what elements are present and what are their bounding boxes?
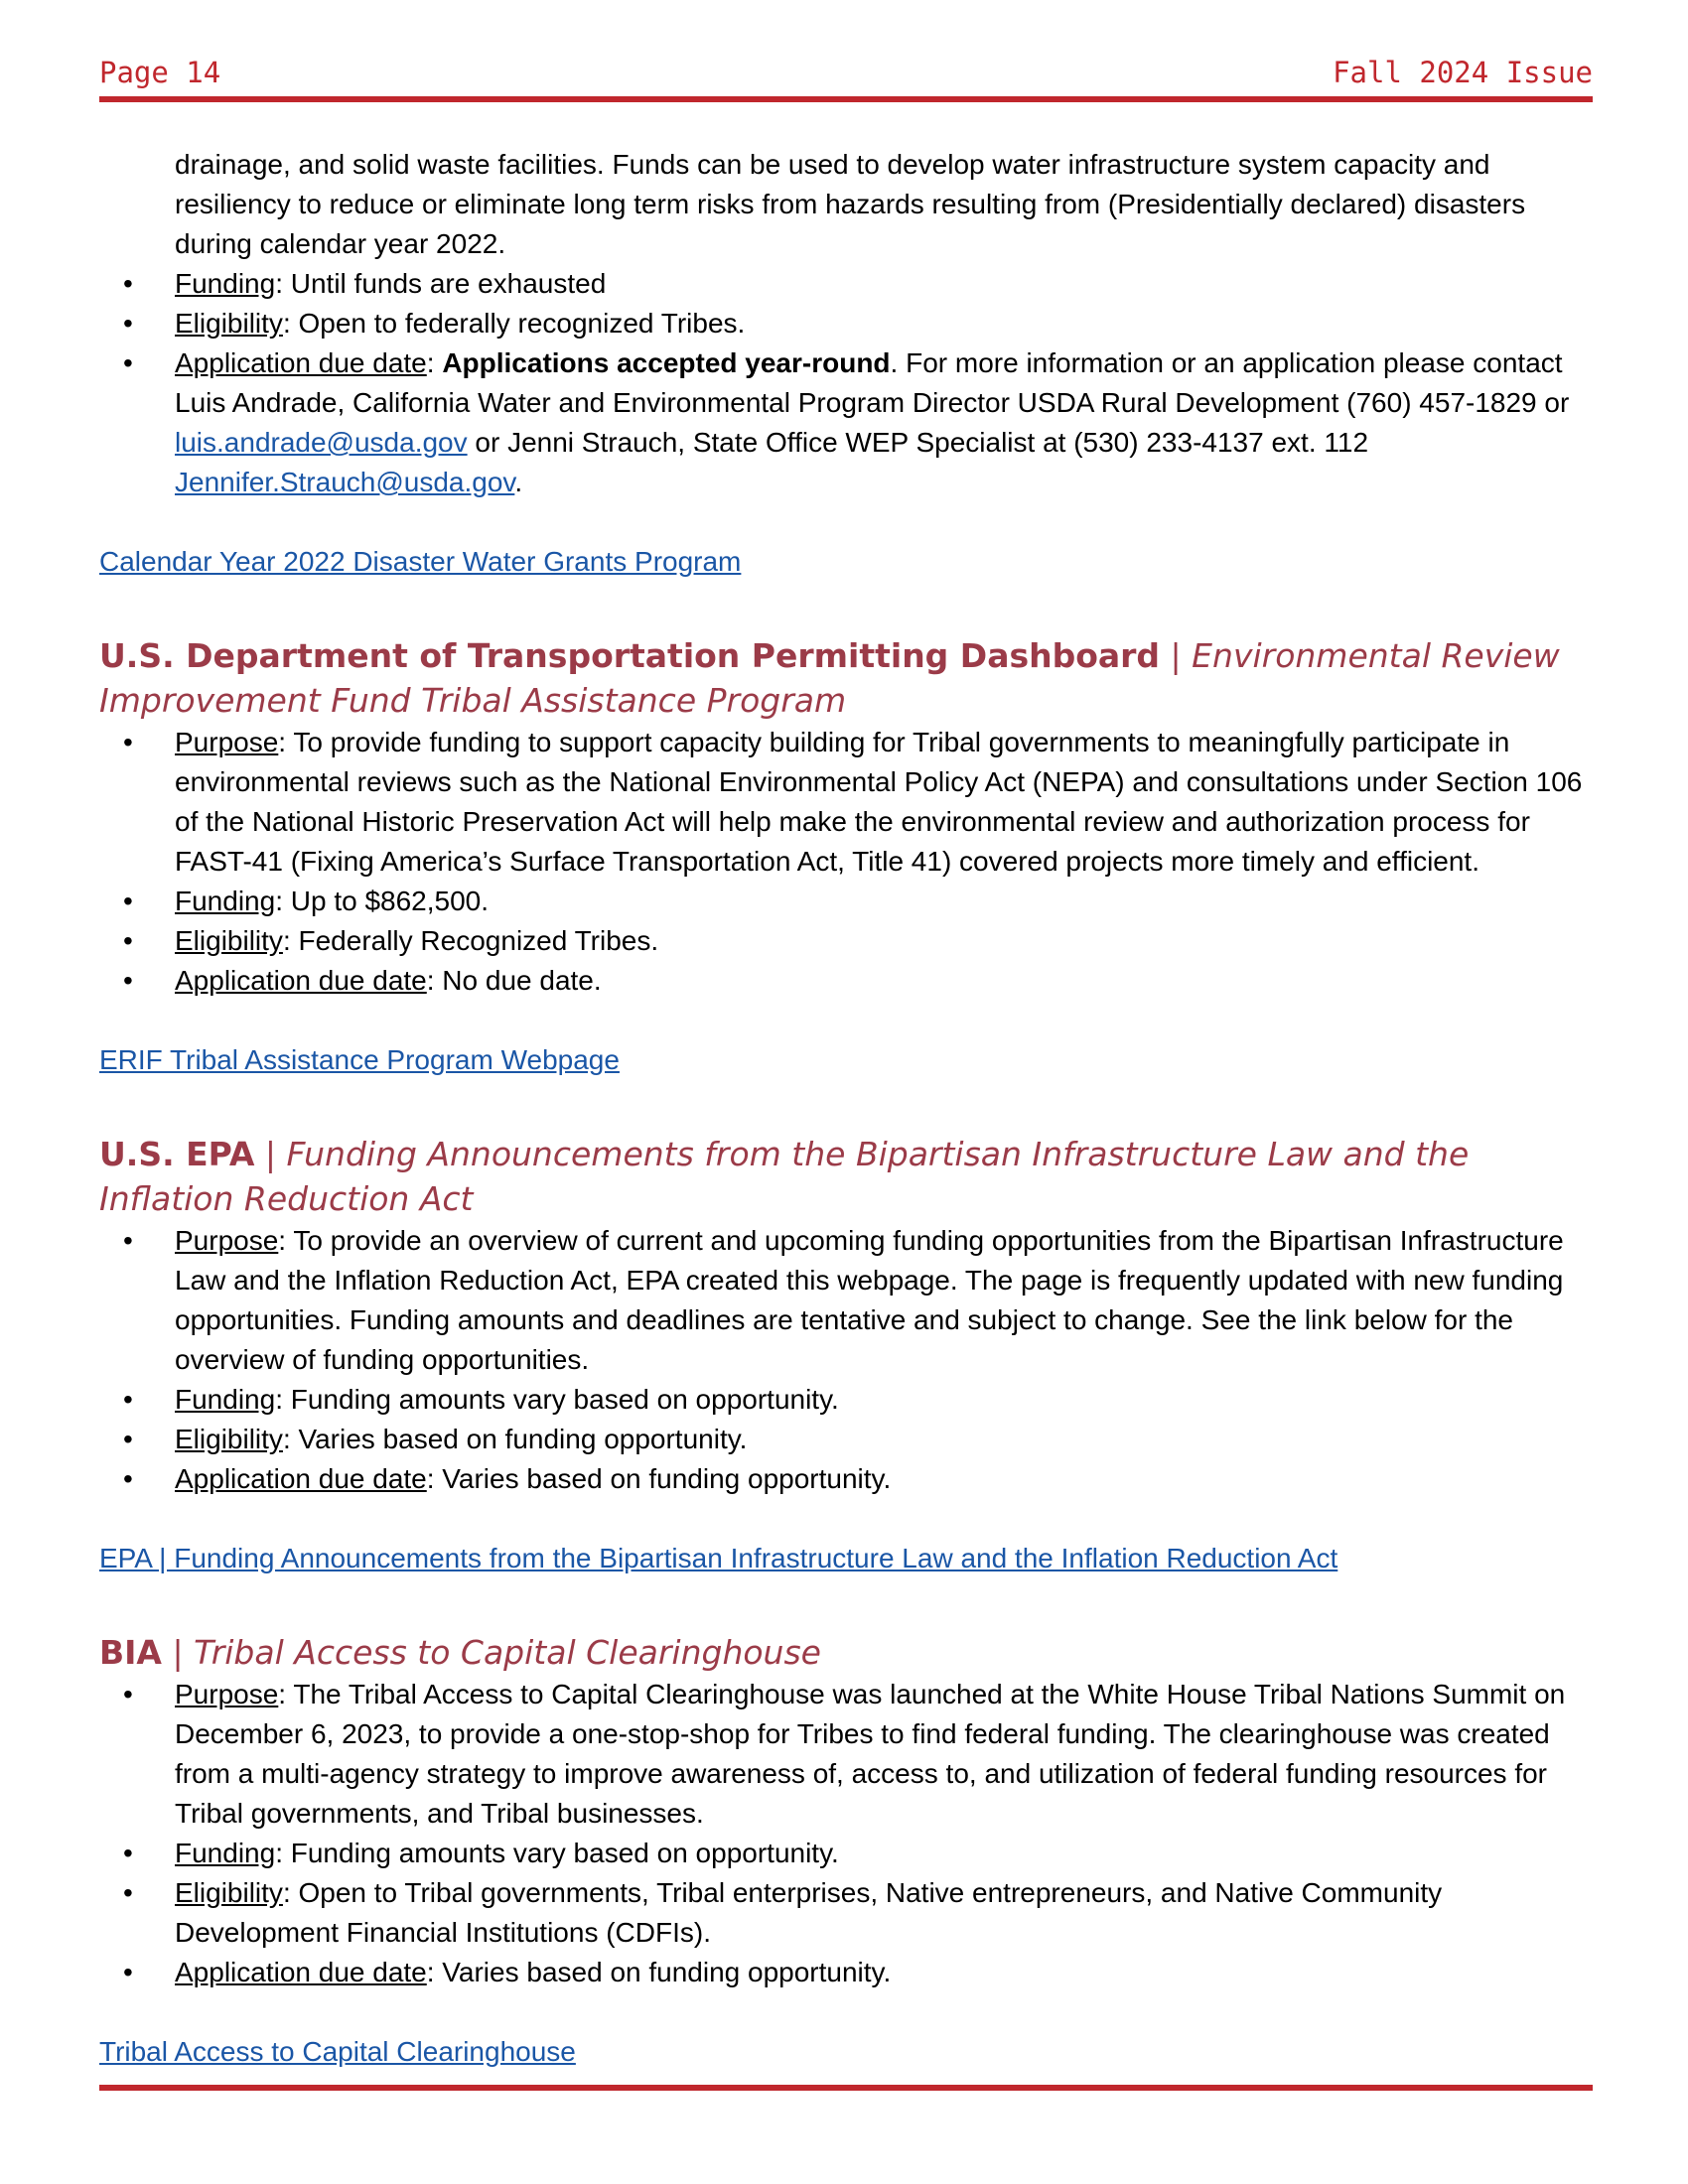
section-heading-epa bbox=[99, 1132, 1599, 1221]
item-label: Eligibility bbox=[175, 308, 283, 339]
item-label: Application due date bbox=[175, 965, 427, 996]
email-link-andrade[interactable]: luis.andrade@usda.gov bbox=[175, 427, 468, 458]
continuation-list bbox=[99, 264, 1599, 502]
item-label: Application due date bbox=[175, 1463, 427, 1494]
item-bold: Applications accepted year-round bbox=[442, 347, 891, 378]
list-item bbox=[99, 882, 1599, 921]
item-text: : Varies based on funding opportunity. bbox=[426, 1957, 892, 1987]
list-item bbox=[99, 921, 1599, 961]
list-item bbox=[99, 1834, 1599, 1873]
item-text: : Funding amounts vary based on opportunity. bbox=[275, 1384, 839, 1415]
issue-label: Fall 2024 Issue bbox=[1333, 56, 1593, 89]
section-heading-dot bbox=[99, 633, 1599, 723]
item-text: : Funding amounts vary based on opportunity. bbox=[275, 1838, 839, 1868]
item-text: : Until funds are exhausted bbox=[275, 268, 607, 299]
item-label: Funding bbox=[175, 1838, 276, 1868]
epa-funding-link[interactable]: EPA | Funding Announcements from the Bipartisan Infrastructure Law and the Inflation Reduction Act bbox=[99, 1543, 1338, 1573]
item-label: Application due date bbox=[175, 1957, 427, 1987]
disaster-water-grants-link[interactable]: Calendar Year 2022 Disaster Water Grants Program bbox=[99, 546, 742, 577]
section-title: Funding Announcements from the Bipartisan Infrastructure Law and the Inflation Reduction Act bbox=[99, 1135, 1470, 1218]
list-item bbox=[99, 304, 1599, 343]
section-org: U.S. Department of Transportation Permitting Dashboard bbox=[99, 636, 1161, 675]
item-text: or Jenni Strauch, State Office WEP Specialist at (530) 233-4137 ext. 112 bbox=[467, 427, 1369, 458]
list-item bbox=[99, 343, 1599, 502]
section-list-epa bbox=[99, 1221, 1599, 1499]
section-title: Environmental Review Improvement Fund Tribal Assistance Program bbox=[99, 636, 1560, 720]
list-item bbox=[99, 1459, 1599, 1499]
list-item bbox=[99, 1380, 1599, 1420]
section-title: Tribal Access to Capital Clearinghouse bbox=[194, 1633, 821, 1672]
item-text: : Open to federally recognized Tribes. bbox=[282, 308, 746, 339]
list-item bbox=[99, 1873, 1599, 1953]
list-item bbox=[99, 961, 1599, 1001]
section-list-dot bbox=[99, 723, 1599, 1001]
section-list-bia bbox=[99, 1675, 1599, 1992]
item-label: Eligibility bbox=[175, 1424, 283, 1454]
list-item bbox=[99, 723, 1599, 882]
list-item bbox=[99, 1420, 1599, 1459]
item-label: Funding bbox=[175, 268, 276, 299]
item-text: : To provide funding to support capacity building for Tribal governments to meaningfully participate in environmental reviews such as the National Environmental Policy Act (NEPA) and consultations under Section 106 of the National Historic Preservation Act will help make the environmental review and authorization process for FAST-41 (Fixing America’s Surface Transportation Act, Title 41) covered projects more timely and efficient. bbox=[175, 727, 1583, 877]
section-org: U.S. EPA bbox=[99, 1135, 255, 1173]
item-label: Purpose bbox=[175, 1679, 279, 1709]
page-number: Page 14 bbox=[99, 56, 221, 89]
item-label: Application due date bbox=[175, 347, 427, 378]
item-text: : Open to Tribal governments, Tribal enterprises, Native entrepreneurs, and Native Community Development Financial Institutions (CDFIs). bbox=[175, 1877, 1443, 1948]
list-item bbox=[99, 1675, 1599, 1834]
page-content bbox=[99, 145, 1599, 2072]
item-label: Purpose bbox=[175, 1225, 279, 1256]
list-item bbox=[99, 1953, 1599, 1992]
item-label: Purpose bbox=[175, 727, 279, 757]
email-link-strauch[interactable]: Jennifer.Strauch@usda.gov bbox=[175, 467, 515, 497]
footer-rule bbox=[99, 2085, 1593, 2091]
section-sep: | bbox=[1160, 636, 1193, 675]
item-text: : Varies based on funding opportunity. bbox=[426, 1463, 892, 1494]
item-label: Eligibility bbox=[175, 1877, 283, 1908]
item-label: Eligibility bbox=[175, 925, 283, 956]
section-org: BIA bbox=[99, 1633, 162, 1672]
header-rule bbox=[99, 96, 1593, 102]
item-label: Funding bbox=[175, 1384, 276, 1415]
section-sep: | bbox=[161, 1633, 195, 1672]
item-text: : To provide an overview of current and upcoming funding opportunities from the Bipartisan Infrastructure Law and the Inflation Reduction Act, EPA created this webpage. The page is frequently updated with new funding opportunities. Funding amounts and deadlines are tentative and subject to change. See the link below for the overview of funding opportunities. bbox=[175, 1225, 1564, 1375]
item-text: : Up to $862,500. bbox=[275, 886, 490, 916]
item-text: : Varies based on funding opportunity. bbox=[282, 1424, 748, 1454]
item-label: Funding bbox=[175, 886, 276, 916]
item-text: : No due date. bbox=[426, 965, 602, 996]
erif-webpage-link[interactable]: ERIF Tribal Assistance Program Webpage bbox=[99, 1044, 620, 1075]
item-text: . For more information or an application please contact Luis Andrade, California Water and Environmental Program Director USDA Rural Development (760) 457-1829 or bbox=[175, 347, 1570, 418]
section-heading-bia bbox=[99, 1630, 1599, 1675]
section-sep: | bbox=[254, 1135, 287, 1173]
continuation-paragraph: drainage, and solid waste facilities. Funds can be used to develop water infrastructure system capacity and resiliency to reduce or eliminate long term risks from hazards resulting from (Presidentially declared) disasters during calendar year 2022. bbox=[175, 149, 1526, 259]
clearinghouse-link[interactable]: Tribal Access to Capital Clearinghouse bbox=[99, 2036, 576, 2067]
item-sep: : bbox=[426, 347, 443, 378]
item-text: : Federally Recognized Tribes. bbox=[282, 925, 659, 956]
list-item bbox=[99, 264, 1599, 304]
page-header bbox=[99, 56, 1593, 95]
item-text: : The Tribal Access to Capital Clearinghouse was launched at the White House Tribal Nations Summit on December 6, 2023, to provide a one-stop-shop for Tribes to find federal funding. The clearinghouse was created from a multi-agency strategy to improve awareness of, access to, and utilization of federal funding resources for Tribal governments, and Tribal businesses. bbox=[175, 1679, 1566, 1829]
item-text: . bbox=[514, 467, 523, 497]
list-item bbox=[99, 1221, 1599, 1380]
